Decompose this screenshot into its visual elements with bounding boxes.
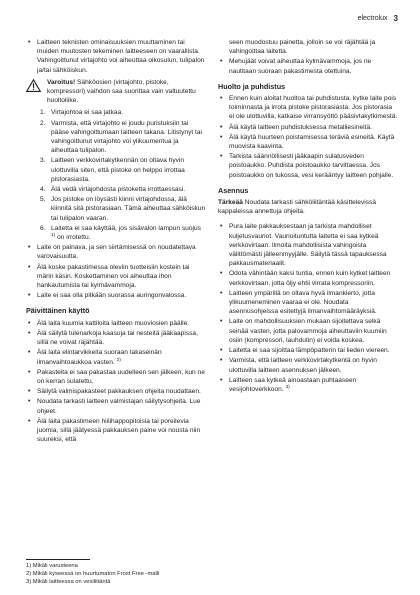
footnote-ref: 3) xyxy=(285,384,290,390)
list-item: • Laitteen ympärillä on oltava hyvä ilmankierto, jotta ylikuumeneminen vaaraa ei ole. Noudata asennusohjeissa esitettyjä ilmanvaihtomääräyksiä. xyxy=(218,289,398,317)
list-item: • Odota vähintään kaksi tuntia, ennen kuin kytket laitteen verkkovirtaan, jotta öljy ehtii virrata kompressoriin. xyxy=(218,269,398,287)
page-header xyxy=(358,14,398,23)
footnote-2: 2) Mikäli kyseessä on huurtumaton Frost Free -malli xyxy=(26,571,160,577)
right-column xyxy=(218,38,398,395)
intro-bullets xyxy=(26,38,206,75)
list-item: • Laitetta ei saa sijoittaa lämpöpatterin tai lieden viereen. xyxy=(218,346,398,355)
list-item: • Mehujäät voivat aiheuttaa kylmävammoja, jos ne nautitaan suoraan pakastimesta otettuina. xyxy=(218,57,398,75)
list-item: • Älä laita kuumia kattiloita laitteen muoviosien päälle. xyxy=(26,319,206,328)
continued-bullets xyxy=(218,38,398,76)
brand-name: electrolux xyxy=(357,15,388,22)
list-item: 4. Älä vedä virtajohdosta pistoketta irrottaessasi. xyxy=(40,186,186,194)
list-item: • Pura laite pakkauksestaan ja tarkista mahdolliset kuljetusvauriot. Vaurioituntutta laitetta ei saa kytkeä verkkovirtaan. Ilmoita mahdollisista vahingoista välittömästi jälleenmyyjälle. Säilytä tässä tapauksessa pakkausmateriaalit. xyxy=(218,222,398,268)
list-item: • Tarkista säännöllisesti jääkaapin sulatusveden poistoaukko. Puhdista poistoaukko tarvittaessa. Jos poistoaukko on tukossa, vesi kerääntyy laitteen pohjalle. xyxy=(218,152,398,180)
list-item: • Laite on mahdollisuuksien mukaan sijoitettava selkä seinää vasten, jotta palovammoja aiheuttaviin kuumiin osiin (kompressori, lauhdutin) ei voida koskea. xyxy=(218,317,398,345)
section-heading-installation: Asennus xyxy=(218,185,249,195)
list-item: • Laite ei saa olla pitkään suorassa auringonvalossa. xyxy=(26,291,206,300)
numbered-list xyxy=(26,108,206,242)
list-item: 2. Varmista, että virtajohto ei joudu puristuksiin tai pääse vahingoittumaan laitteen takana. Litistynyt tai vahingoittunut virtajohto voi ylikuumentua ja aiheuttaa tulipalon. xyxy=(40,119,203,155)
footnote-3: 3) Mikäli laitteessa on vesiliitäntä xyxy=(26,579,111,585)
maintenance-bullets xyxy=(218,94,398,180)
section-heading-maintenance: Huolto ja puhdistus xyxy=(218,81,286,91)
list-item: • Älä käytä huurteen poistamisessa teräviä esineitä. Käytä muovista kaavinta. xyxy=(218,133,398,151)
list-item: • Älä koske pakastimessa oleviin tuotteisiin kostein tai märin käsin. Koskettaminen voi aiheuttaa ihon hankautumista tai kylmävammoja. xyxy=(26,263,206,291)
warning-text: Sähköosien (virtajohto, pistoke, kompressori) vaihdon saa suorittaa vain valtuutettu huoltoliike. xyxy=(47,78,196,105)
list-item: • Laitteen saa kytkeä ainoastaan puhtaaseen vesijohtoverkkoon. $^{3)}$ xyxy=(218,376,398,394)
list-item: 3. Laitteen verkkovirtakytkennän on oltava hyvin ulottuvilla siten, että pistoke on helppo irrottaa pistorasiasta. xyxy=(40,157,185,183)
list-item: 6. Laitetta ei saa käyttää, jos sisävalon lampun suojus $^{1)}$ on irrotettu. xyxy=(40,224,201,242)
section-heading-daily-use: Päivittäinen käyttö xyxy=(26,306,90,316)
left-column xyxy=(26,38,206,445)
installation-intro: Tärkeää Noudata tarkasti sähköliitäntää käsittelevissä kappaleissa annettuja ohjeita. xyxy=(218,199,376,216)
warning-label: Varoitus! xyxy=(47,78,76,86)
list-item: • Laitteen teknisten ominaisuuksien muuttaminen tai muiden muutosten tekeminen laitteeseen on vaarallista. Vahingoittunut virtajohto voi aiheuttaa oikosulun, tulipalon ja/tai sähköiskun. xyxy=(26,38,206,75)
warning-icon xyxy=(26,79,41,92)
list-item: • Laite on painava, ja sen siirtämisessä on noudatettava varovaisuutta. xyxy=(26,243,206,261)
list-item: • Älä laita elintarvikkeita suoraan takaseinän ilmanvaihtoaukkoa vasten. $^{2)}$ xyxy=(26,348,206,366)
list-item: • Ennen kuin aloitat huoltoa tai puhdistusta, kytke laite pois toiminnasta ja irrota pistoke pistorasiasta. Jos pistorasia ei ole ulottuvilla, katkaise virransyöttö pääsivtakytkimestä. xyxy=(218,94,398,122)
footnote-ref: 2) xyxy=(116,357,121,363)
list-item: • Varmista, että laitteen verkkovirtakytkentä on hyvin ulottuvilla laitteen asennuksen jälkeen. xyxy=(218,356,398,374)
footnote-ref: 1) xyxy=(51,232,56,238)
list-item: • Älä laita pakastimeen hiilihappopitoisia tai poreilevia juomia, sillä jäätyessä pakkauksen paine voi nousta niin suureksi, että xyxy=(26,417,206,445)
list-item: • Noudata tarkasti laitteen valmistajan säilytysohjeita. Lue ohjeet. xyxy=(26,397,206,415)
list-item: • Pakasteita ei saa pakastaa uudelleen sen jälkeen, kun ne on kerran sulatettu. xyxy=(26,368,206,386)
important-label: Tärkeää xyxy=(218,199,243,207)
footnote-divider xyxy=(26,559,90,560)
footnote-1: 1) Mikäli varusteena xyxy=(26,563,78,569)
list-item: • Säilytä valmispakasteet pakkauksen ohjeita noudattaen. xyxy=(26,387,206,396)
list-item: • Älä säilytä tulenarkoja kaasuja tai nesteitä jääkaapissa, sillä ne voivat räjähtää. xyxy=(26,329,206,347)
daily-use-bullets xyxy=(26,319,206,445)
list-item: 1. Virtajohtoa ei saa jatkaa. xyxy=(40,109,124,117)
page-number: 3 xyxy=(393,14,398,23)
warning-block xyxy=(26,78,206,106)
mid-bullets xyxy=(26,243,206,300)
list-item-continued: seen muodostuu painetta, jolloin se voi räjähtää ja vahingoittaa laitetta. xyxy=(229,39,376,56)
list-item: 5. Jos pistoke on löysästi kiinni virtajohdossa, älä kiinnitä sitä pistorasiaan. Tämä aiheuttaa sähköiskun tai tulipalon vaaran. xyxy=(40,196,206,222)
list-item: • Älä käytä laitteen puhdistuksessa metalliesineitä. xyxy=(218,123,398,132)
installation-bullets xyxy=(218,222,398,394)
